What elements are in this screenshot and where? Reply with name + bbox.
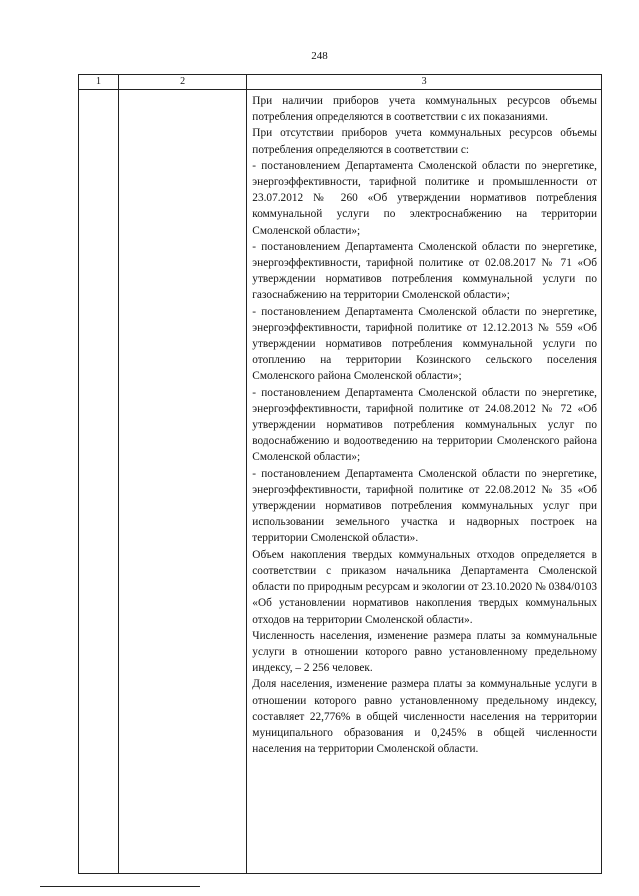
document-table — [78, 74, 602, 874]
paragraph-meter-readings: При наличии приборов учета коммунальных ресурсов объемы потребления определяются в соответствии с их показаниями. — [252, 95, 597, 124]
paragraph-resolution-35: - постановлением Департамента Смоленской области по энергетике, энергоэффективности, тарифной политике от 22.08.2012 № 35 «Об утверждении нормативов потребления коммунальных услуг при использовании земельного участка и надворных построек на территории Смоленской области». — [252, 467, 597, 545]
page-number: 248 — [311, 50, 328, 62]
paragraph-resolution-260: - постановлением Департамента Смоленской области по энергетике, энергоэффективности, тарифной политике и промышленности от 23.07.2012 № 260 «Об утверждении нормативов потребления коммунальной услуги по электроснабжению на территории Смоленской области»; — [252, 159, 597, 237]
footer-divider — [40, 886, 200, 887]
column-header-2: 2 — [119, 75, 247, 90]
paragraph-population-count: Численность населения, изменение размера платы за коммунальные услуги в отношении которого равно установленному предельному индексу, – 2 256 человек. — [252, 629, 597, 675]
paragraph-population-share: Доля населения, изменение размера платы за коммунальные услуги в отношении которого равно установленному предельному индексу, составляет 22,776% в общей численности населения на территории муниципального образования и 0,245% в общей численности населения на территории Смоленской области. — [252, 678, 597, 756]
table-cell-column-2 — [119, 90, 247, 874]
table-header-row — [79, 75, 602, 90]
paragraph-resolution-71: - постановлением Департамента Смоленской области по энергетике, энергоэффективности, тарифной политике от 02.08.2017 № 71 «Об утверждении нормативов потребления коммунальной услуги по газоснабжению на территории Смоленской области»; — [252, 240, 597, 302]
table-cell-column-3 — [247, 90, 602, 874]
paragraph-no-meters: При отсутствии приборов учета коммунальных ресурсов объемы потребления определяются в соответствии с: — [252, 127, 597, 156]
column-header-3: 3 — [247, 75, 602, 90]
column-header-1: 1 — [79, 75, 119, 90]
paragraph-resolution-559: - постановлением Департамента Смоленской области по энергетике, энергоэффективности, тарифной политике от 12.12.2013 № 559 «Об утверждении нормативов потребления коммунальной услуги по отоплению на территории Козинского сельского поселения Смоленского района Смоленской области»; — [252, 305, 597, 383]
table-body-row — [79, 90, 602, 874]
paragraph-waste-volume: Объем накопления твердых коммунальных отходов определяется в соответствии с приказом начальника Департамента Смоленской области по природным ресурсам и экологии от 23.10.2020 № 0384/0103 «Об установлении нормативов накопления твердых коммунальных отходов на территории Смоленской области». — [252, 548, 597, 626]
paragraph-resolution-72: - постановлением Департамента Смоленской области по энергетике, энергоэффективности, тарифной политике от 24.08.2012 № 72 «Об утверждении нормативов потребления коммунальных услуг по водоснабжению и водоотведению на территории Смоленского района Смоленской области»; — [252, 386, 597, 464]
table-cell-column-1 — [79, 90, 119, 874]
